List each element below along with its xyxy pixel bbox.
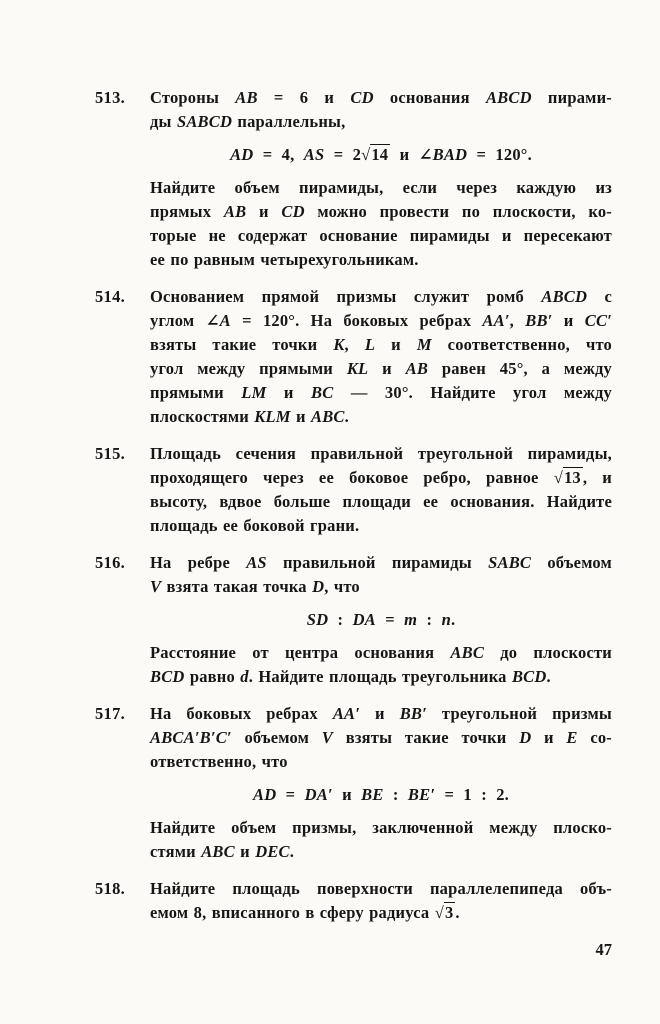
formula-line — [150, 143, 612, 167]
text-run: правильной пирамиды — [266, 553, 489, 572]
problem-body — [150, 86, 612, 272]
math-variable: D — [519, 728, 532, 747]
problem-body — [150, 442, 612, 538]
text-run: : — [417, 610, 442, 629]
sqrt-expression: √13 — [553, 468, 581, 487]
text-run: площадь ее боковой грани. — [150, 516, 360, 535]
text-line — [150, 309, 612, 333]
text-run: с — [587, 287, 612, 306]
problem-516 — [95, 551, 612, 689]
math-variable: CD — [350, 88, 374, 107]
text-run: и — [290, 407, 312, 426]
math-variable: ABCD — [485, 88, 532, 107]
problem-body — [150, 702, 612, 864]
formula-line — [150, 608, 612, 632]
problem-517 — [95, 702, 612, 864]
sqrt-radicand: 3 — [444, 903, 454, 922]
text-line — [150, 901, 612, 925]
text-run: параллельны, — [232, 112, 346, 131]
text-run: , — [344, 335, 365, 354]
text-run: = 120°. На боковых ребрах — [230, 311, 483, 330]
problem-number: 513. — [95, 88, 126, 107]
text-line — [150, 200, 612, 224]
text-line — [150, 702, 612, 726]
math-variable: ABCA′B′C′ — [150, 728, 232, 747]
problem-number: 518. — [95, 879, 126, 898]
text-run: высоту, вдвое больше площади ее основания. Найдите — [150, 492, 612, 511]
text-run: Найдите объем пирамиды, если через каждую из — [150, 178, 612, 197]
math-variable: A — [219, 311, 231, 330]
text-line — [150, 381, 612, 405]
math-variable: n — [441, 610, 451, 629]
text-run: можно провести по плоскости, ко- — [304, 202, 612, 221]
math-variable: BE′ — [407, 785, 436, 804]
math-variable: V — [321, 728, 334, 747]
text-run: = 4, — [253, 145, 304, 164]
text-run: и — [531, 728, 567, 747]
math-variable: L — [364, 335, 376, 354]
formula-line — [150, 783, 612, 807]
text-run: соответственно, что — [431, 335, 612, 354]
text-run: прямыми — [150, 383, 242, 402]
math-variable: SABCD — [176, 112, 233, 131]
problem-513 — [95, 86, 612, 272]
math-variable: AB — [405, 359, 429, 378]
text-run: . Найдите площадь треугольника — [248, 667, 512, 686]
text-run: основания — [373, 88, 486, 107]
text-run: равно — [184, 667, 241, 686]
text-run: прямых — [150, 202, 224, 221]
problem-514 — [95, 285, 612, 429]
text-line — [150, 641, 612, 665]
text-run: торые не содержат основание пирамиды и пересекают — [150, 226, 612, 245]
text-run: . — [450, 610, 456, 629]
text-line — [150, 248, 612, 272]
text-run: , что — [324, 577, 360, 596]
sqrt-expression: √14 — [361, 145, 389, 164]
problem-number: 516. — [95, 553, 126, 572]
text-run: и ∠ — [390, 145, 433, 164]
math-variable: DA — [352, 610, 376, 629]
text-run: ды — [150, 112, 177, 131]
text-line — [150, 551, 612, 575]
math-variable: ABC — [201, 842, 235, 861]
text-run: . — [344, 407, 349, 426]
math-variable: AA′ — [332, 704, 361, 723]
text-line — [150, 877, 612, 901]
math-variable: SD — [306, 610, 329, 629]
text-run: взяты такие точки — [333, 728, 520, 747]
text-run: проходящего через ее боковое ребро, равное — [150, 468, 554, 487]
text-run: ответственно, что — [150, 752, 288, 771]
math-variable: BCD — [150, 667, 185, 686]
math-variable: DA′ — [304, 785, 333, 804]
math-variable: KL — [346, 359, 369, 378]
math-variable: BE — [361, 785, 384, 804]
math-variable: AD — [253, 785, 277, 804]
problem-body — [150, 551, 612, 689]
text-line — [150, 575, 612, 599]
text-run: Найдите площадь поверхности параллелепипеда объ- — [150, 879, 612, 898]
text-run: . — [455, 903, 460, 922]
text-line — [150, 224, 612, 248]
sqrt-expression: √3 — [434, 903, 454, 922]
text-run: угол между прямыми — [150, 359, 347, 378]
text-run: и — [552, 311, 585, 330]
text-run: объемом — [231, 728, 322, 747]
text-run: ее по равным четырехугольникам. — [150, 250, 419, 269]
problem-515 — [95, 442, 612, 538]
problems-list — [95, 86, 612, 925]
text-line — [150, 816, 612, 840]
math-variable: K — [333, 335, 345, 354]
text-run: емом 8, вписанного в сферу радиуса — [150, 903, 435, 922]
math-variable: BB′ — [399, 704, 427, 723]
math-variable: DEC — [255, 842, 290, 861]
math-variable: LM — [241, 383, 267, 402]
problem-518 — [95, 877, 612, 925]
math-variable: m — [404, 610, 418, 629]
math-variable: AB — [223, 202, 247, 221]
text-run: до плоскости — [484, 643, 612, 662]
text-run: пирами- — [531, 88, 612, 107]
text-run: и — [246, 202, 282, 221]
text-run: , и — [582, 468, 612, 487]
page-number: 47 — [595, 940, 612, 959]
text-line — [150, 110, 612, 134]
text-run: взяты такие точки — [150, 335, 334, 354]
math-variable: BCD — [511, 667, 547, 686]
text-run: = — [375, 610, 405, 629]
text-run: Основанием прямой призмы служит ромб — [150, 287, 542, 306]
text-run: и — [368, 359, 406, 378]
math-variable: BAD — [432, 145, 468, 164]
text-run: . — [546, 667, 551, 686]
text-run: и — [375, 335, 417, 354]
problem-number: 514. — [95, 287, 126, 306]
problem-body — [150, 285, 612, 429]
text-run: Расстояние от центра основания — [150, 643, 451, 662]
text-run: : — [328, 610, 353, 629]
text-line — [150, 86, 612, 110]
text-line — [150, 840, 612, 864]
problem-body — [150, 877, 612, 925]
text-line — [150, 665, 612, 689]
math-variable: AB — [235, 88, 258, 107]
text-run: равен 45°, а между — [428, 359, 612, 378]
text-line — [150, 333, 612, 357]
math-variable: ABC — [311, 407, 345, 426]
math-variable: BC — [310, 383, 334, 402]
text-run: стями — [150, 842, 202, 861]
text-run: треугольной призмы — [426, 704, 613, 723]
math-variable: AS — [246, 553, 267, 572]
text-run: = 6 и — [257, 88, 351, 107]
text-run: На боковых ребрах — [150, 704, 333, 723]
text-run: , — [509, 311, 526, 330]
text-line — [150, 357, 612, 381]
text-run: = 2 — [324, 145, 362, 164]
math-variable: SABC — [488, 553, 532, 572]
text-line — [150, 490, 612, 514]
text-run: = 120°. — [467, 145, 532, 164]
text-run: со- — [577, 728, 613, 747]
math-variable: KLM — [254, 407, 291, 426]
text-line — [150, 442, 612, 466]
math-variable: AS — [303, 145, 325, 164]
text-line — [150, 285, 612, 309]
math-variable: V — [150, 577, 162, 596]
text-run: и — [266, 383, 311, 402]
text-run: плоскостями — [150, 407, 255, 426]
problem-number: 517. — [95, 704, 126, 723]
text-line — [150, 405, 612, 429]
math-variable: ABCD — [541, 287, 588, 306]
text-line — [150, 750, 612, 774]
text-run: : — [383, 785, 408, 804]
text-run: = — [276, 785, 305, 804]
sqrt-radicand: 14 — [371, 145, 389, 164]
text-run: и — [234, 842, 256, 861]
text-run: . — [289, 842, 295, 861]
math-variable: ABC — [450, 643, 485, 662]
math-variable: d — [240, 667, 249, 686]
text-run: объемом — [531, 553, 612, 572]
math-variable: AD — [230, 145, 254, 164]
text-line — [150, 726, 612, 750]
text-run: Стороны — [150, 88, 236, 107]
math-variable: E — [566, 728, 578, 747]
text-run: Площадь сечения правильной треугольной пирамиды, — [150, 444, 612, 463]
text-line — [150, 466, 612, 490]
math-variable: AA′ — [482, 311, 510, 330]
math-variable: M — [416, 335, 432, 354]
math-variable: CD — [281, 202, 305, 221]
math-variable: CC′ — [584, 311, 612, 330]
problem-number: 515. — [95, 444, 126, 463]
text-run: и — [332, 785, 362, 804]
sqrt-radicand: 13 — [563, 468, 581, 487]
math-variable: D — [312, 577, 325, 596]
text-run: = 1 : 2. — [435, 785, 509, 804]
text-run: Найдите объем призмы, заключенной между плоско- — [150, 818, 612, 837]
text-run: и — [360, 704, 400, 723]
text-run: углом ∠ — [150, 311, 220, 330]
text-run: взята такая точка — [161, 577, 313, 596]
text-run: На ребре — [150, 553, 247, 572]
text-run: — 30°. Найдите угол между — [333, 383, 613, 402]
text-line — [150, 176, 612, 200]
text-line — [150, 514, 612, 538]
math-variable: BB′ — [525, 311, 553, 330]
